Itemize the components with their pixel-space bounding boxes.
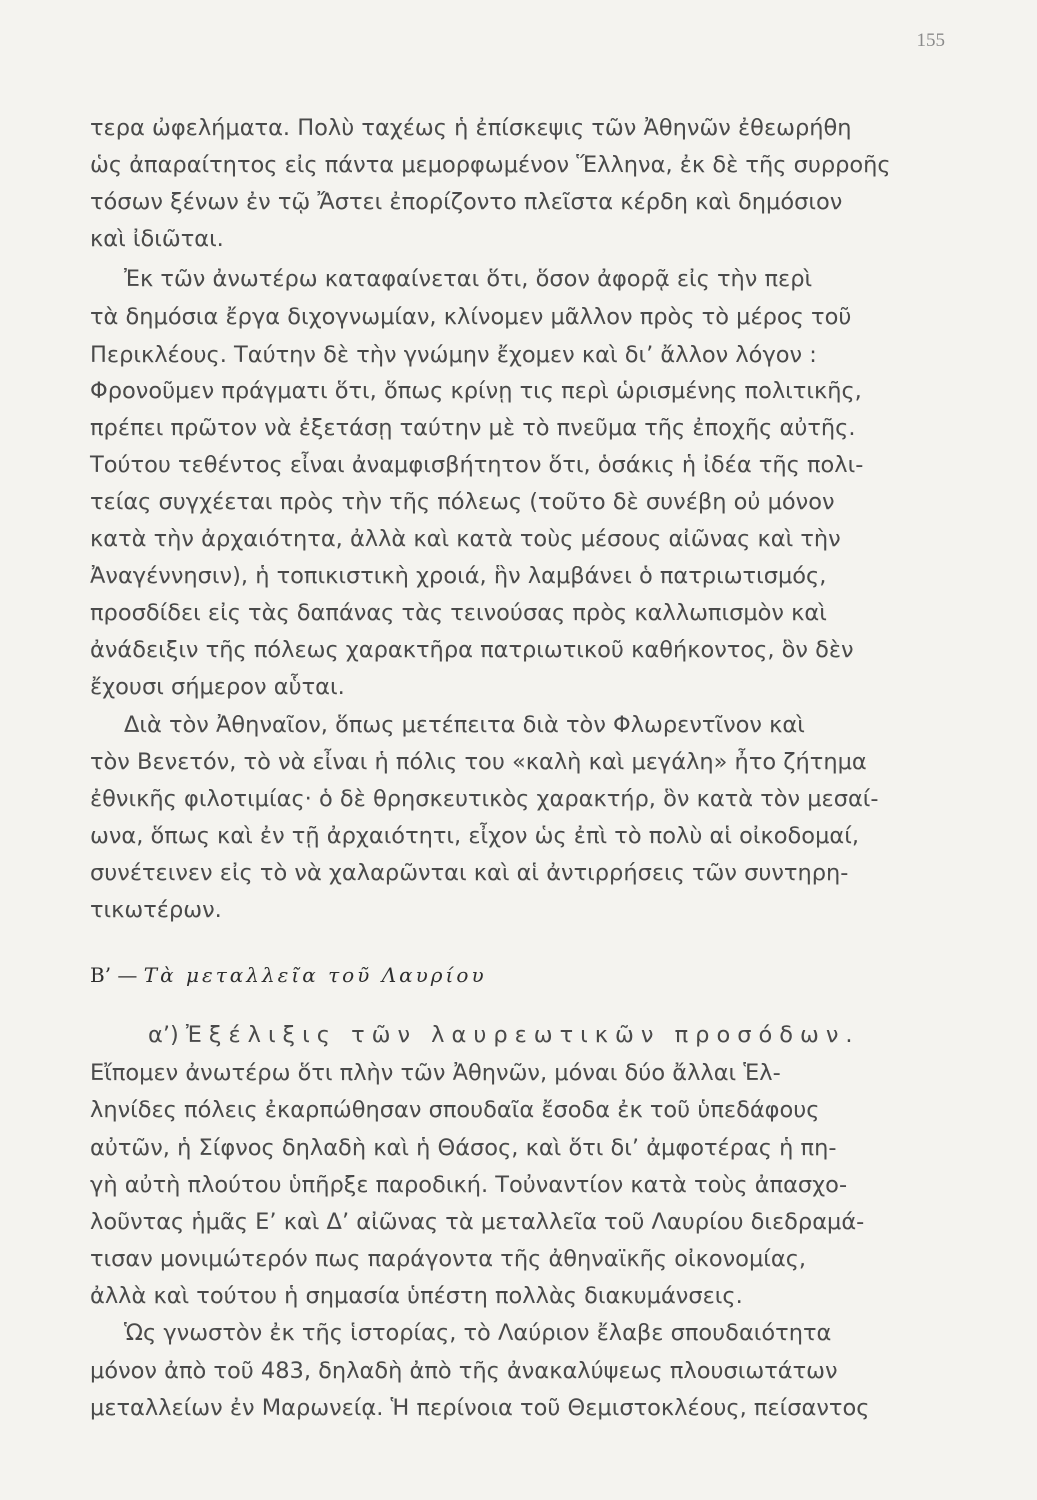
text-line: ἔχουσι σήμερον αὗται.	[90, 674, 345, 700]
subsection-title: Ἐξέλιξις τῶν λαυρεωτικῶν προσόδων.	[185, 1022, 860, 1048]
section-title: Τὰ μεταλλεῖα τοῦ Λαυρίου	[143, 963, 487, 987]
text-line: καὶ ἰδιῶται.	[90, 226, 224, 252]
section-prefix: Β’ —	[90, 963, 138, 987]
text-line: λοῦντας ἡμᾶς Ε’ καὶ Δ’ αἰῶνας τὰ μεταλλεῖα τοῦ Λαυρίου διεδραμά-	[90, 1209, 865, 1235]
text-line: Εἴπομεν ἀνωτέρω ὅτι πλὴν τῶν Ἀθηνῶν, μόναι δύο ἄλλαι Ἑλ-	[90, 1060, 781, 1086]
text-line: αὐτῶν, ἡ Σίφνος δηλαδὴ καὶ ἡ Θάσος, καὶ ὅτι δι’ ἀμφοτέρας ἡ πη-	[90, 1135, 837, 1161]
text-line: μεταλλείων ἐν Μαρωνείᾳ. Ἡ περίνοια τοῦ Θεμιστοκλέους, πείσαντος	[90, 1395, 870, 1421]
text-line: ἀνάδειξιν τῆς πόλεως χαρακτῆρα πατριωτικοῦ καθήκοντος, ὃν δὲν	[90, 637, 854, 663]
text-line: Ἐκ τῶν ἀνωτέρω καταφαίνεται ὅτι, ὅσον ἀφορᾷ εἰς τὴν περὶ	[124, 266, 813, 292]
text-line: τείας συγχέεται πρὸς τὴν τῆς πόλεως (τοῦτο δὲ συνέβη οὐ μόνον	[90, 489, 835, 515]
section-heading	[90, 963, 487, 987]
text-line: Διὰ τὸν Ἀθηναῖον, ὅπως μετέπειτα διὰ τὸν Φλωρεντῖνον καὶ	[124, 712, 805, 738]
text-line: μόνον ἀπὸ τοῦ 483, δηλαδὴ ἀπὸ τῆς ἀνακαλύψεως πλουσιωτάτων	[90, 1358, 838, 1384]
text-line: τὰ δημόσια ἔργα διχογνωμίαν, κλίνομεν μᾶλλον πρὸς τὸ μέρος τοῦ	[90, 304, 852, 330]
text-line: προσδίδει εἰς τὰς δαπάνας τὰς τεινούσας πρὸς καλλωπισμὸν καὶ	[90, 600, 827, 626]
text-line: Περικλέους. Ταύτην δὲ τὴν γνώμην ἔχομεν καὶ δι’ ἄλλον λόγον :	[90, 342, 817, 368]
text-line: τικωτέρων.	[90, 897, 222, 923]
text-line: συνέτεινεν εἰς τὸ νὰ χαλαρῶνται καὶ αἱ ἀντιρρήσεις τῶν συντηρη-	[90, 860, 849, 886]
text-line: ωνα, ὅπως καὶ ἐν τῇ ἀρχαιότητι, εἶχον ὡς ἐπὶ τὸ πολὺ αἱ οἰκοδομαί,	[90, 823, 859, 849]
text-line: ληνίδες πόλεις ἐκαρπώθησαν σπουδαῖα ἔσοδα ἐκ τοῦ ὑπεδάφους	[90, 1097, 820, 1123]
text-line: Τούτου τεθέντος εἶναι ἀναμφισβήτητον ὅτι, ὁσάκις ἡ ἰδέα τῆς πολι-	[90, 452, 864, 478]
subsection-heading	[148, 1020, 860, 1050]
text-line: Φρονοῦμεν πράγματι ὅτι, ὅπως κρίνῃ τις περὶ ὡρισμένης πολιτικῆς,	[90, 378, 862, 404]
subsection-label: α’)	[148, 1022, 179, 1048]
text-line: ἀλλὰ καὶ τούτου ἡ σημασία ὑπέστη πολλὰς διακυμάνσεις.	[90, 1283, 743, 1309]
text-line: κατὰ τὴν ἀρχαιότητα, ἀλλὰ καὶ κατὰ τοὺς μέσους αἰῶνας καὶ τὴν	[90, 526, 841, 552]
text-line: ἐθνικῆς φιλοτιμίας· ὁ δὲ θρησκευτικὸς χαρακτήρ, ὃν κατὰ τὸν μεσαί-	[90, 786, 879, 812]
page-number: 155	[916, 30, 945, 51]
text-line: πρέπει πρῶτον νὰ ἐξετάσῃ ταύτην μὲ τὸ πνεῦμα τῆς ἐποχῆς αὐτῆς.	[90, 415, 856, 441]
text-line: τὸν Βενετόν, τὸ νὰ εἶναι ἡ πόλις του «καλὴ καὶ μεγάλη» ἦτο ζήτημα	[90, 749, 867, 775]
text-line: τισαν μονιμώτερόν πως παράγοντα τῆς ἀθηναϊκῆς οἰκονομίας,	[90, 1246, 807, 1272]
text-line: τερα ὠφελήματα. Πολὺ ταχέως ἡ ἐπίσκεψις τῶν Ἀθηνῶν ἐθεωρήθη	[90, 115, 852, 141]
text-line: ὡς ἀπαραίτητος εἰς πάντα μεμορφωμένον Ἕλληνα, ἐκ δὲ τῆς συρροῆς	[90, 152, 891, 178]
text-line: Ἀναγέννησιν), ἡ τοπικιστικὴ χροιά, ἣν λαμβάνει ὁ πατριωτισμός,	[90, 563, 827, 589]
text-line: Ὡς γνωστὸν ἐκ τῆς ἱστορίας, τὸ Λαύριον ἔλαβε σπουδαιότητα	[124, 1320, 832, 1346]
text-line: γὴ αὐτὴ πλούτου ὑπῆρξε παροδική. Τοὐναντίον κατὰ τοὺς ἀπασχο-	[90, 1172, 848, 1198]
text-line: τόσων ξένων ἐν τῷ Ἄστει ἐπορίζοντο πλεῖστα κέρδη καὶ δημόσιον	[90, 189, 843, 215]
